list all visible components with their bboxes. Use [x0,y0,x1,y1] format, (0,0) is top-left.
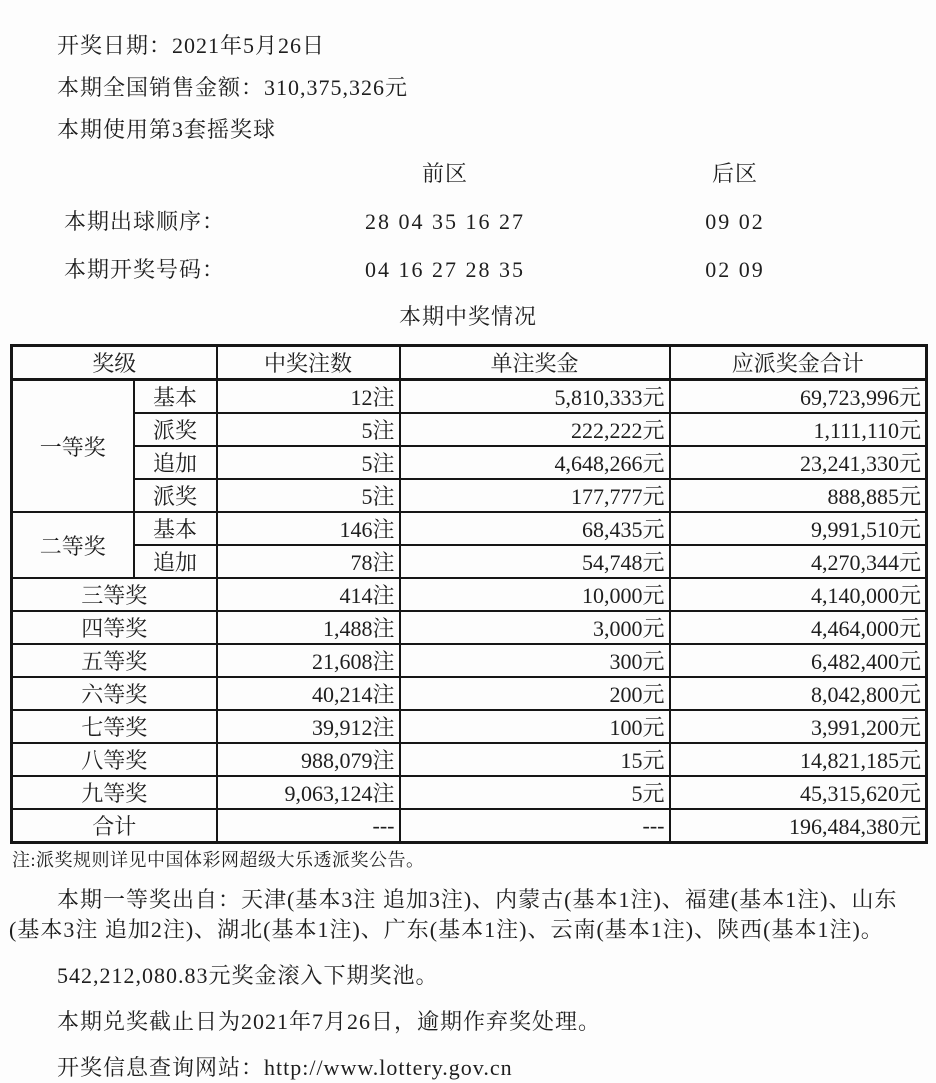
total-cell: 23,241,330元 [670,446,927,479]
total-cell: 4,464,000元 [670,611,927,644]
second-prize-label: 二等奖 [12,512,134,578]
prize-level-label: 五等奖 [12,644,217,677]
total-cell: 196,484,380元 [670,809,927,843]
draw-order-row [0,210,936,234]
rollover-line: 542,212,080.83元奖金滚入下期奖池。 [57,963,439,988]
sales-amount-line: 本期全国销售金额：310,375,326元 [57,75,409,100]
sub-type: 追加 [134,545,217,578]
count-cell: 40,214注 [217,677,400,710]
winning-front-numbers: 04 16 27 28 35 [365,257,525,282]
single-cell: 68,435元 [400,512,670,545]
winners-paragraph: 本期一等奖出自：天津(基本3注 追加3注)、内蒙古(基本1注)、福建(基本1注)、山东(基本3注 追加2注)、湖北(基本1注)、广东(基本1注)、云南(基本1注)、陕西(基本1注)。 [9,887,898,942]
sub-type: 追加 [134,446,217,479]
sub-type: 基本 [134,380,217,414]
single-cell: 300元 [400,644,670,677]
count-cell: 146注 [217,512,400,545]
single-cell: 3,000元 [400,611,670,644]
total-cell: 4,140,000元 [670,578,927,611]
single-cell: 200元 [400,677,670,710]
prize-level-label: 七等奖 [12,710,217,743]
count-cell: --- [217,809,400,843]
count-cell: 1,488注 [217,611,400,644]
single-cell: 222,222元 [400,413,670,446]
total-cell: 6,482,400元 [670,644,927,677]
draw-order-label: 本期出球顺序： [64,209,226,234]
table-row-first-bonus2 [12,479,927,512]
table-row-first-bonus1 [12,413,927,446]
single-cell: 15元 [400,743,670,776]
single-cell: 4,648,266元 [400,446,670,479]
count-cell: 9,063,124注 [217,776,400,809]
prize-level-label: 九等奖 [12,776,217,809]
table-row-third [12,578,927,611]
total-cell: 1,111,110元 [670,413,927,446]
table-row-fourth [12,611,927,644]
single-cell: 177,777元 [400,479,670,512]
col-header-count: 中奖注数 [217,346,400,380]
sub-type: 派奖 [134,479,217,512]
total-label: 合计 [12,809,217,843]
website-line: 开奖信息查询网站：http://www.lottery.gov.cn [57,1055,513,1080]
table-row-second-basic [12,512,927,545]
draw-order-back-numbers: 09 02 [705,209,765,234]
winning-numbers-row [0,258,936,282]
single-cell: 5元 [400,776,670,809]
prize-table-header-row [12,346,927,380]
count-cell: 5注 [217,413,400,446]
prize-table-title: 本期中奖情况 [398,304,537,329]
total-cell: 8,042,800元 [670,677,927,710]
table-row-sixth [12,677,927,710]
count-cell: 5注 [217,479,400,512]
col-header-total: 应派奖金合计 [670,346,927,380]
prize-level-label: 八等奖 [12,743,217,776]
total-cell: 45,315,620元 [670,776,927,809]
front-zone-label: 前区 [421,161,468,186]
winning-back-numbers: 02 09 [705,257,765,282]
table-row-second-extra [12,545,927,578]
col-header-level: 奖级 [12,346,217,380]
count-cell: 39,912注 [217,710,400,743]
prize-table [10,344,928,844]
table-row-first-extra [12,446,927,479]
total-cell: 9,991,510元 [670,512,927,545]
count-cell: 78注 [217,545,400,578]
total-cell: 4,270,344元 [670,545,927,578]
ball-set-line: 本期使用第3套摇奖球 [57,117,277,142]
back-zone-label: 后区 [711,161,758,186]
total-cell: 3,991,200元 [670,710,927,743]
single-cell: --- [400,809,670,843]
draw-order-front-numbers: 28 04 35 16 27 [365,209,525,234]
sub-type: 派奖 [134,413,217,446]
count-cell: 988,079注 [217,743,400,776]
table-row-seventh [12,710,927,743]
count-cell: 21,608注 [217,644,400,677]
bonus-rule-note: 注:派奖规则详见中国体彩网超级大乐透派奖公告。 [12,850,425,870]
first-prize-label: 一等奖 [12,380,134,513]
prize-level-label: 三等奖 [12,578,217,611]
table-row-ninth [12,776,927,809]
col-header-single: 单注奖金 [400,346,670,380]
total-cell: 888,885元 [670,479,927,512]
count-cell: 5注 [217,446,400,479]
single-cell: 10,000元 [400,578,670,611]
single-cell: 100元 [400,710,670,743]
table-row-total [12,809,927,843]
winning-numbers-label: 本期开奖号码： [64,257,226,282]
count-cell: 414注 [217,578,400,611]
single-cell: 54,748元 [400,545,670,578]
table-row-first-basic [12,380,927,414]
table-row-fifth [12,644,927,677]
draw-date-line: 开奖日期：2021年5月26日 [57,33,326,58]
sub-type: 基本 [134,512,217,545]
count-cell: 12注 [217,380,400,414]
zone-header-spacer [0,162,330,186]
total-cell: 69,723,996元 [670,380,927,414]
zone-header-row [0,162,936,186]
draw-numbers-section [0,162,936,282]
prize-level-label: 六等奖 [12,677,217,710]
prize-level-label: 四等奖 [12,611,217,644]
total-cell: 14,821,185元 [670,743,927,776]
single-cell: 5,810,333元 [400,380,670,414]
table-row-eighth [12,743,927,776]
deadline-line: 本期兑奖截止日为2021年7月26日，逾期作弃奖处理。 [57,1009,602,1034]
